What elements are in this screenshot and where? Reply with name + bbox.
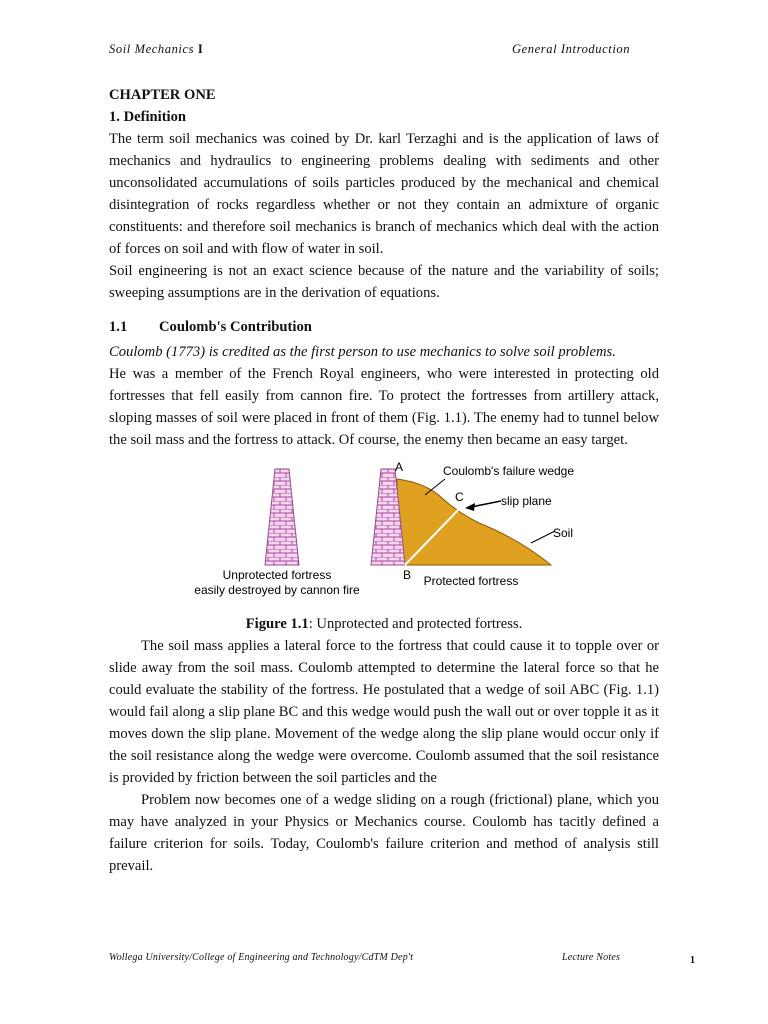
soil-mass <box>397 479 551 565</box>
section-number: 1.1 <box>109 319 128 335</box>
running-header-right: General Introduction <box>512 42 631 56</box>
soil-label: Soil <box>553 526 574 540</box>
figure-caption-text: : Unprotected and protected fortress. <box>308 616 523 632</box>
running-header-left <box>109 42 203 57</box>
chapter-title: CHAPTER ONE <box>109 87 216 103</box>
slip-leader-line <box>471 501 501 507</box>
section-definition-title: 1. Definition <box>109 109 187 125</box>
unprotected-label-line2: easily destroyed by cannon fire <box>194 583 360 597</box>
wedge-label: Coulomb's failure wedge <box>443 464 575 478</box>
section-coulomb-heading <box>109 316 659 338</box>
protected-label: Protected fortress <box>423 574 519 588</box>
page-content <box>109 84 659 877</box>
point-c-label: C <box>455 490 464 504</box>
page-number: 1 <box>690 955 696 966</box>
footer-doc-type: Lecture Notes <box>562 952 621 963</box>
footer-institution: Wollega University/College of Engineering and Technology/CdTM Dep't <box>109 952 414 963</box>
wedge-sliding-paragraph: Problem now becomes one of a wedge sliding on a rough (frictional) plane, which you may have analyzed in your Physics or Mechanics course. Coulomb has tacitly defined a failure criterion for soils. Today, Coulomb's failure criterion and method of analysis still prevail. <box>109 792 659 874</box>
header-course-number: I <box>197 42 204 56</box>
coulomb-lead-sentence: Coulomb (1773) is credited as the first person to use mechanics to solve soil problems. <box>109 344 616 360</box>
figure-fortress <box>109 461 659 609</box>
figure-caption <box>109 613 659 635</box>
unprotected-fortress-shape <box>265 469 299 565</box>
section-title: Coulomb's Contribution <box>159 319 312 335</box>
point-b-label: B <box>403 568 412 582</box>
fortress-diagram <box>109 461 659 609</box>
coulomb-paragraph: He was a member of the French Royal engineers, who were interested in protecting old fortresses that fell easily from cannon fire. To protect the fortresses from artillery attack, sloping masses of soil were placed in front of them (Fig. 1.1). The enemy had to tunnel below the soil mass and the fortress to attack. Of course, the enemy then became an easy target. <box>109 366 659 448</box>
unprotected-label-line1: Unprotected fortress <box>222 568 332 582</box>
soil-engineering-paragraph: Soil engineering is not an exact science because of the nature and the variability of soils; sweeping assumptions are in the derivation of equations. <box>109 263 659 301</box>
slip-arrowhead-icon <box>465 503 475 511</box>
slip-plane-label: slip plane <box>501 494 552 508</box>
point-a-label: A <box>395 461 404 474</box>
header-course-title: Soil Mechanics <box>109 42 195 56</box>
lateral-force-paragraph: The soil mass applies a lateral force to the fortress that could cause it to topple over or slide away from the soil mass. Coulomb attempted to determine the lateral force so that he could evaluate the stability of the fortress. He postulated that a wedge of soil ABC (Fig. 1.1) would fail along a slip plane BC and this wedge would push the wall out or over topple it as it moves down the slip plane. Movement of the wedge along the slip plane would occur only if the soil resistance along the wedge were overcome. Coulomb assumed that the soil resistance is provided by friction between the soil particles and the <box>109 638 659 786</box>
definition-paragraph: The term soil mechanics was coined by Dr. karl Terzaghi and is the application of laws of mechanics and hydraulics to engineering problems dealing with sediments and other unconsolidated accumulations of soils particles produced by the mechanical and chemical disintegration of rocks regardless whether or not they contain an admixture of organic constituents: and therefore soil mechanics is branch of mechanics which deal with the action of forces on soil and with flow of water in soil. <box>109 131 659 257</box>
figure-caption-label: Figure 1.1 <box>245 616 309 632</box>
soil-leader-line <box>531 531 555 543</box>
